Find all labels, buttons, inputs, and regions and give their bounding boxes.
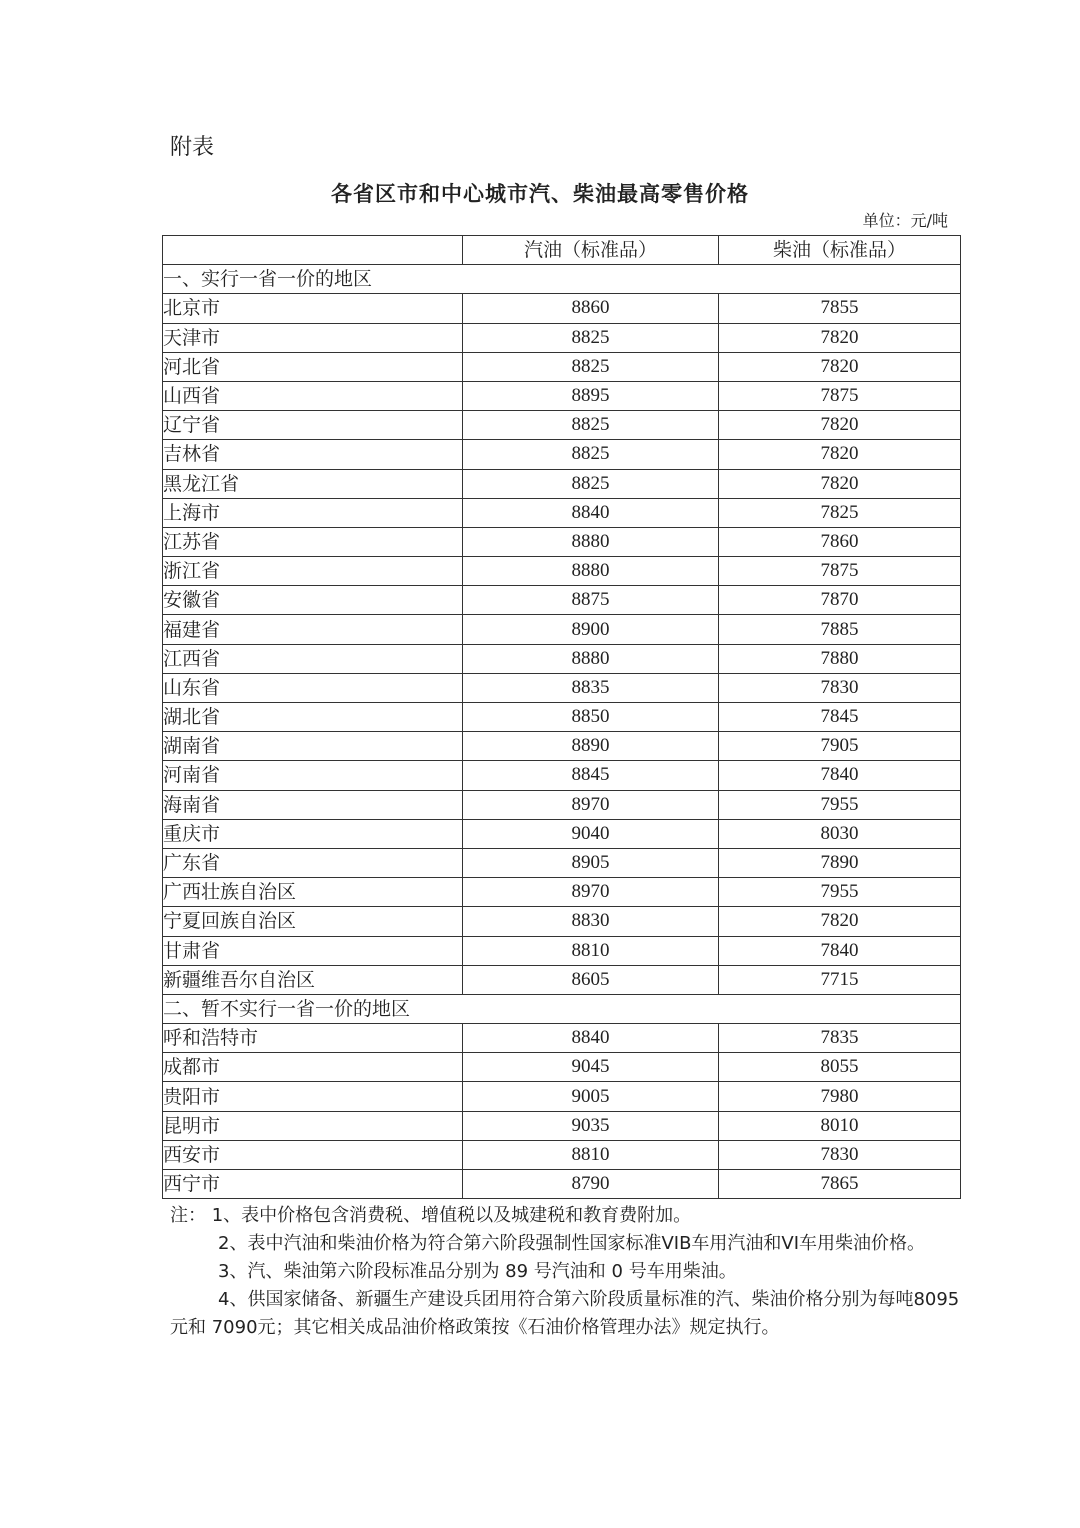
diesel-price-cell: 7880 (719, 644, 961, 673)
gasoline-price-cell: 8905 (463, 848, 719, 877)
diesel-price-cell: 7820 (719, 440, 961, 469)
diesel-price-cell: 8010 (719, 1111, 961, 1140)
attachment-label: 附表 (170, 135, 215, 160)
table-row (163, 732, 961, 761)
diesel-price-cell: 7820 (719, 907, 961, 936)
table-body (163, 265, 961, 1199)
gasoline-price-cell: 9040 (463, 819, 719, 848)
gasoline-price-cell: 8830 (463, 907, 719, 936)
section-row (163, 994, 961, 1023)
gasoline-price-cell: 8880 (463, 527, 719, 556)
diesel-price-cell: 7860 (719, 527, 961, 556)
region-cell: 西宁市 (163, 1170, 463, 1199)
table-row (163, 352, 961, 381)
table-row (163, 440, 961, 469)
diesel-price-cell: 7820 (719, 411, 961, 440)
gasoline-price-cell: 8840 (463, 498, 719, 527)
region-cell: 重庆市 (163, 819, 463, 848)
header-gasoline: 汽油（标准品） (463, 236, 719, 265)
table-row (163, 557, 961, 586)
gasoline-price-cell: 8825 (463, 323, 719, 352)
region-cell: 湖南省 (163, 732, 463, 761)
table-row (163, 527, 961, 556)
table-row (163, 1111, 961, 1140)
region-cell: 北京市 (163, 294, 463, 323)
gasoline-price-cell: 8860 (463, 294, 719, 323)
gasoline-price-cell: 8895 (463, 381, 719, 410)
region-cell: 昆明市 (163, 1111, 463, 1140)
diesel-price-cell: 7845 (719, 703, 961, 732)
region-cell: 海南省 (163, 790, 463, 819)
gasoline-price-cell: 8825 (463, 440, 719, 469)
diesel-price-cell: 7840 (719, 761, 961, 790)
diesel-price-cell: 7980 (719, 1082, 961, 1111)
region-cell: 贵阳市 (163, 1082, 463, 1111)
region-cell: 安徽省 (163, 586, 463, 615)
region-cell: 辽宁省 (163, 411, 463, 440)
region-cell: 吉林省 (163, 440, 463, 469)
diesel-price-cell: 7955 (719, 790, 961, 819)
diesel-price-cell: 7865 (719, 1170, 961, 1199)
diesel-price-cell: 7875 (719, 557, 961, 586)
diesel-price-cell: 7905 (719, 732, 961, 761)
diesel-price-cell: 7890 (719, 848, 961, 877)
table-row (163, 644, 961, 673)
gasoline-price-cell: 8835 (463, 673, 719, 702)
diesel-price-cell: 7715 (719, 965, 961, 994)
gasoline-price-cell: 8840 (463, 1024, 719, 1053)
region-cell: 福建省 (163, 615, 463, 644)
gasoline-price-cell: 8970 (463, 790, 719, 819)
table-row (163, 381, 961, 410)
diesel-price-cell: 7830 (719, 1140, 961, 1169)
region-cell: 成都市 (163, 1053, 463, 1082)
gasoline-price-cell: 8880 (463, 644, 719, 673)
region-cell: 宁夏回族自治区 (163, 907, 463, 936)
region-cell: 湖北省 (163, 703, 463, 732)
section-title: 二、暂不实行一省一价的地区 (163, 994, 961, 1023)
table-row (163, 411, 961, 440)
region-cell: 江苏省 (163, 527, 463, 556)
diesel-price-cell: 7875 (719, 381, 961, 410)
table-row (163, 1170, 961, 1199)
region-cell: 广西壮族自治区 (163, 878, 463, 907)
table-row (163, 673, 961, 702)
gasoline-price-cell: 8880 (463, 557, 719, 586)
notes (170, 1202, 960, 1342)
table-header-row (163, 236, 961, 265)
diesel-price-cell: 7830 (719, 673, 961, 702)
table-row (163, 586, 961, 615)
table-row (163, 761, 961, 790)
gasoline-price-cell: 8825 (463, 469, 719, 498)
region-cell: 山东省 (163, 673, 463, 702)
table-row (163, 907, 961, 936)
gasoline-price-cell: 9045 (463, 1053, 719, 1082)
gasoline-price-cell: 8810 (463, 936, 719, 965)
table-row (163, 790, 961, 819)
region-cell: 西安市 (163, 1140, 463, 1169)
diesel-price-cell: 7820 (719, 323, 961, 352)
table-row (163, 936, 961, 965)
gasoline-price-cell: 9035 (463, 1111, 719, 1140)
gasoline-price-cell: 8890 (463, 732, 719, 761)
table-row (163, 498, 961, 527)
header-diesel: 柴油（标准品） (719, 236, 961, 265)
table-row (163, 294, 961, 323)
header-region (163, 236, 463, 265)
unit-label: 单位：元/吨 (862, 211, 948, 230)
diesel-price-cell: 7840 (719, 936, 961, 965)
note-3: 3、汽、柴油第六阶段标准品分别为 89 号汽油和 0 号车用柴油。 (218, 1261, 737, 1282)
diesel-price-cell: 7820 (719, 352, 961, 381)
table-row (163, 323, 961, 352)
region-cell: 广东省 (163, 848, 463, 877)
region-cell: 上海市 (163, 498, 463, 527)
table-row (163, 1140, 961, 1169)
table-row (163, 615, 961, 644)
gasoline-price-cell: 8970 (463, 878, 719, 907)
gasoline-price-cell: 8605 (463, 965, 719, 994)
region-cell: 山西省 (163, 381, 463, 410)
region-cell: 河南省 (163, 761, 463, 790)
diesel-price-cell: 7955 (719, 878, 961, 907)
gasoline-price-cell: 8810 (463, 1140, 719, 1169)
section-title: 一、实行一省一价的地区 (163, 265, 961, 294)
section-row (163, 265, 961, 294)
note-4: 4、供国家储备、新疆生产建设兵团用符合第六阶段质量标准的汽、柴油价格分别为每吨8095元和 7090元；其它相关成品油价格政策按《石油价格管理办法》规定执行。 (170, 1289, 960, 1338)
region-cell: 黑龙江省 (163, 469, 463, 498)
table-row (163, 965, 961, 994)
diesel-price-cell: 7825 (719, 498, 961, 527)
gasoline-price-cell: 8850 (463, 703, 719, 732)
region-cell: 浙江省 (163, 557, 463, 586)
gasoline-price-cell: 8900 (463, 615, 719, 644)
table-row (163, 848, 961, 877)
gasoline-price-cell: 8845 (463, 761, 719, 790)
diesel-price-cell: 8030 (719, 819, 961, 848)
region-cell: 天津市 (163, 323, 463, 352)
table-row (163, 703, 961, 732)
gasoline-price-cell: 8790 (463, 1170, 719, 1199)
gasoline-price-cell: 8825 (463, 352, 719, 381)
table-row (163, 878, 961, 907)
diesel-price-cell: 7855 (719, 294, 961, 323)
region-cell: 甘肃省 (163, 936, 463, 965)
diesel-price-cell: 7835 (719, 1024, 961, 1053)
region-cell: 江西省 (163, 644, 463, 673)
note-1: 注： 1、表中价格包含消费税、增值税以及城建税和教育费附加。 (170, 1205, 692, 1226)
page-title: 各省区市和中心城市汽、柴油最高零售价格 (331, 182, 749, 206)
region-cell: 新疆维吾尔自治区 (163, 965, 463, 994)
region-cell: 河北省 (163, 352, 463, 381)
diesel-price-cell: 8055 (719, 1053, 961, 1082)
diesel-price-cell: 7870 (719, 586, 961, 615)
gasoline-price-cell: 8825 (463, 411, 719, 440)
table-row (163, 469, 961, 498)
diesel-price-cell: 7820 (719, 469, 961, 498)
diesel-price-cell: 7885 (719, 615, 961, 644)
price-table (162, 235, 961, 1199)
table-row (163, 1082, 961, 1111)
region-cell: 呼和浩特市 (163, 1024, 463, 1053)
gasoline-price-cell: 9005 (463, 1082, 719, 1111)
note-2: 2、表中汽油和柴油价格为符合第六阶段强制性国家标准VIB车用汽油和VI车用柴油价格。 (218, 1233, 926, 1254)
table-row (163, 1053, 961, 1082)
table-row (163, 1024, 961, 1053)
table-row (163, 819, 961, 848)
gasoline-price-cell: 8875 (463, 586, 719, 615)
